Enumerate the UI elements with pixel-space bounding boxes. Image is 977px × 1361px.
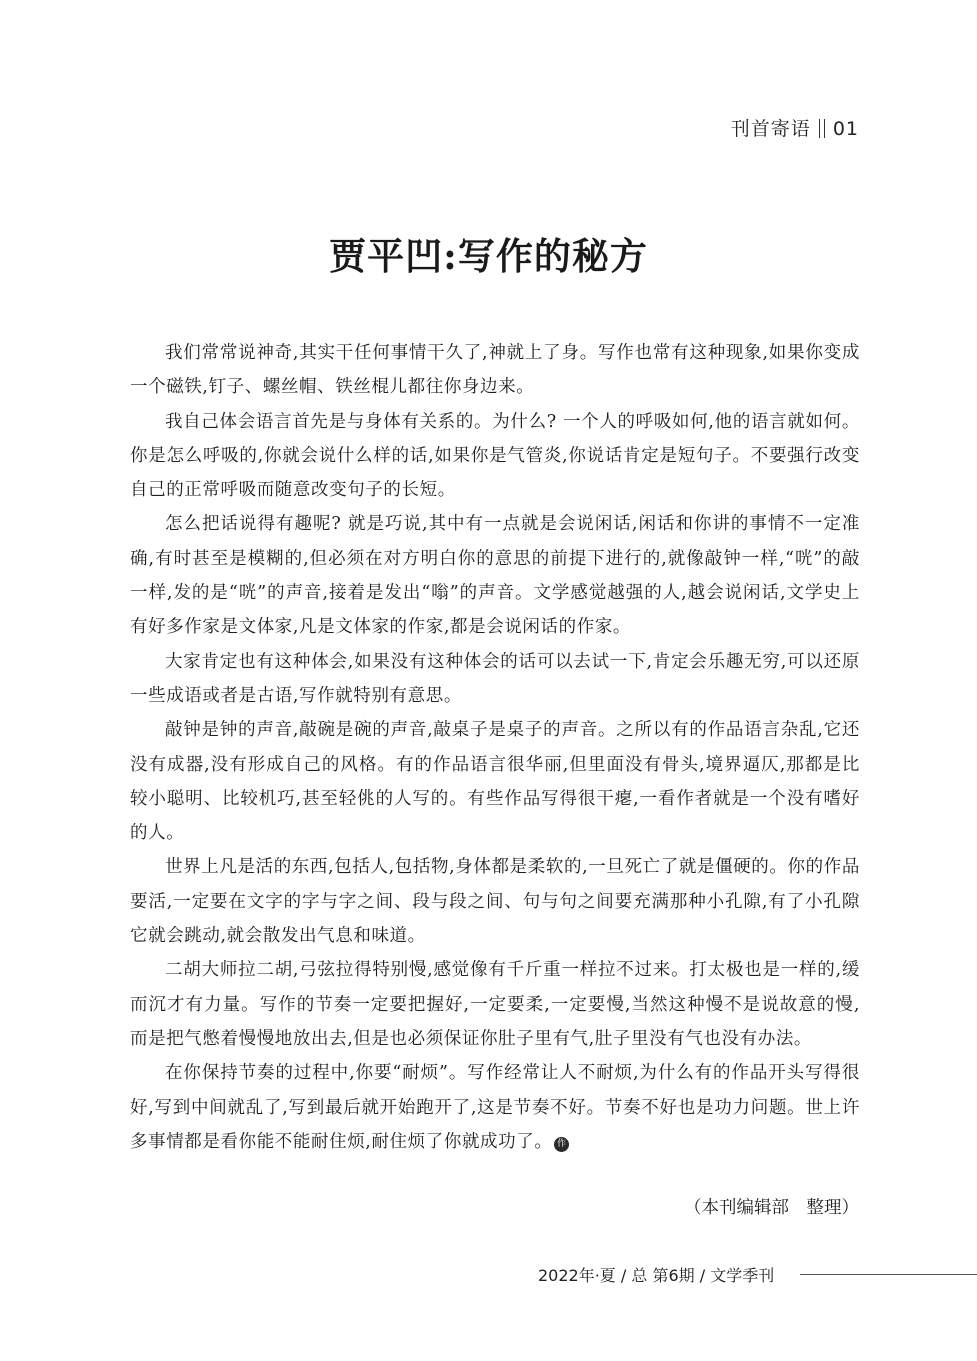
- issue-footer: 2022年·夏 / 总 第6期 / 文学季刊: [538, 1266, 775, 1285]
- paragraph-4: 大家肯定也有这种体会,如果没有这种体会的话可以去试一下,肯定会乐趣无穷,可以还原一些成语或者是古语,写作就特别有意思。: [130, 651, 860, 706]
- section-name: 刊首寄语: [730, 118, 811, 140]
- paragraph-3: 怎么把话说得有趣呢? 就是巧说,其中有一点就是会说闲话,闲话和你讲的事情不一定准确,有时甚至是模糊的,但必须在对方明白你的意思的前提下进行的,就像敲钟一样,“咣”的敲一样,发的是“咣”的声音,接着是发出“嗡”的声音。文学感觉越强的人,越会说闲话,文学史上有好多作家是文体家,凡是文体家的作家,都是会说闲话的作家。: [130, 514, 860, 638]
- paragraph-6: 世界上凡是活的东西,包括人,包括物,身体都是柔软的,一旦死亡了就是僵硬的。你的作品要活,一定要在文字的字与字之间、段与段之间、句与句之间要充满那种小孔隙,有了小孔隙它就会跳动,就会散发出气息和味道。: [130, 857, 860, 947]
- article-body: [130, 336, 860, 1159]
- paragraph-2: 我自己体会语言首先是与身体有关系的。为什么? 一个人的呼吸如何,他的语言就如何。你是怎么呼吸的,你就会说什么样的话,如果你是气管炎,你说话肯定是短句子。不要强行改变自己的正常呼吸而随意改变句子的长短。: [130, 411, 860, 501]
- page-number: 01: [832, 118, 859, 140]
- paragraph-7: 二胡大师拉二胡,弓弦拉得特别慢,感觉像有千斤重一样拉不过来。打太极也是一样的,缓而沉才有力量。写作的节奏一定要把握好,一定要柔,一定要慢,当然这种慢不是说故意的慢,而是把气憋着慢慢地放出去,但是也必须保证你肚子里有气,肚子里没有气也没有办法。: [130, 960, 860, 1049]
- article-title: 贾平凹:写作的秘方: [329, 234, 648, 278]
- double-bar-separator: [819, 119, 825, 138]
- footer-rule: [800, 1274, 977, 1275]
- paragraph-8: [130, 1056, 860, 1159]
- paragraph-5: 敲钟是钟的声音,敲碗是碗的声音,敲桌子是桌子的声音。之所以有的作品语言杂乱,它还没有成器,没有形成自己的风格。有的作品语言很华丽,但里面没有骨头,境界逼仄,那都是比较小聪明、比较机巧,甚至轻佻的人写的。有些作品写得很干瘪,一看作者就是一个没有嗜好的人。: [130, 720, 860, 844]
- editor-credit: （本刊编辑部 整理）: [684, 1198, 859, 1218]
- end-mark-icon: 作: [554, 1137, 569, 1152]
- running-header: [731, 114, 859, 141]
- paragraph-8-text: 在你保持节奏的过程中,你要“耐烦”。写作经常让人不耐烦,为什么有的作品开头写得很好,写到中间就乱了,写到最后就开始跑开了,这是节奏不好。节奏不好也是功力问题。世上许多事情都是看你能不能耐住烦,耐住烦了你就成功了。: [130, 1063, 860, 1152]
- paragraph-1: 我们常常说神奇,其实干任何事情干久了,神就上了身。写作也常有这种现象,如果你变成一个磁铁,钉子、螺丝帽、铁丝棍儿都往你身边来。: [130, 343, 860, 398]
